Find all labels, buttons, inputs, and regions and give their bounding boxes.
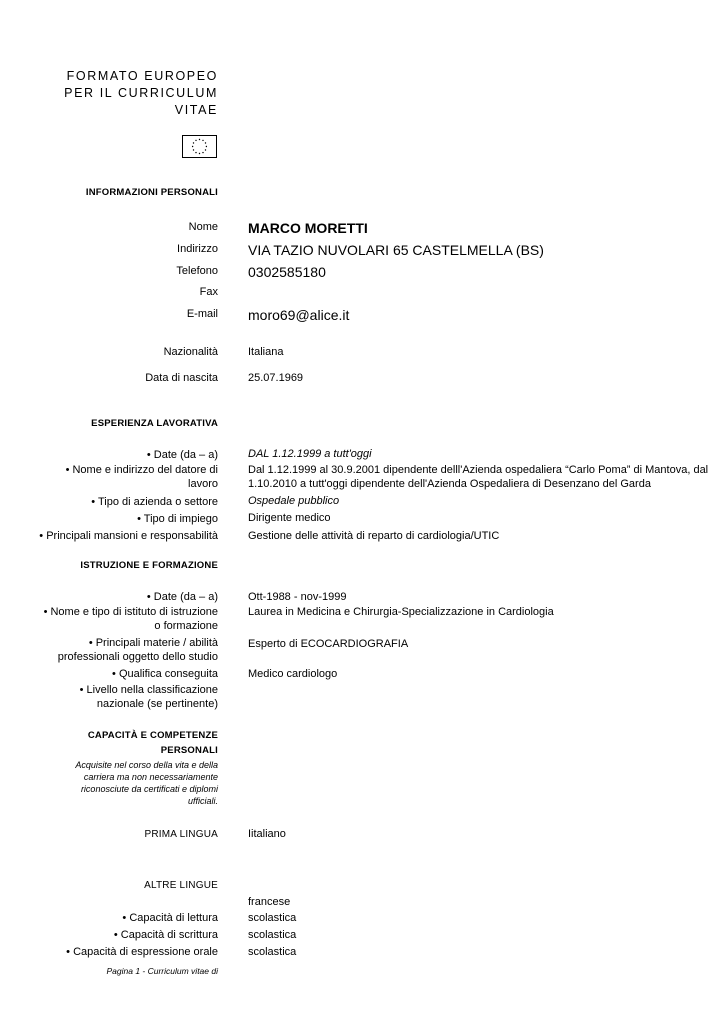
label-employer xyxy=(66,463,218,491)
label-name: Nome xyxy=(188,221,218,233)
label-level-line1: • Livello nella classificazione xyxy=(79,684,218,696)
value-phone: 0302585180 xyxy=(248,264,326,280)
page-footer: Pagina 1 - Curriculum vitae di xyxy=(106,966,218,976)
skills-note-line4: ufficiali. xyxy=(187,796,218,806)
value-email[interactable]: moro69@alice.it xyxy=(248,307,350,323)
label-institute-line2: o formazione xyxy=(154,620,218,632)
value-employer-line1: Dal 1.12.1999 al 30.9.2001 dipendente delll'Azienda ospedaliera “Carlo Poma” di Mantova, dal xyxy=(248,464,709,476)
value-writing: scolastica xyxy=(248,929,297,941)
value-name: MARCO MORETTI xyxy=(248,220,368,236)
label-fax: Fax xyxy=(199,286,218,298)
skills-note-line3: riconosciute da certificati e diplomi xyxy=(80,784,218,794)
label-subjects xyxy=(58,636,218,664)
value-speaking: scolastica xyxy=(248,946,297,958)
skills-note-line1: Acquisite nel corso della vita e della xyxy=(75,760,218,770)
label-institute-line1: • Nome e tipo di istituto di istruzione xyxy=(43,606,218,618)
cv-title-line3: VITAE xyxy=(174,103,218,117)
label-employer-line2: lavoro xyxy=(188,478,218,490)
cv-title-line1: FORMATO EUROPEO xyxy=(66,69,218,83)
label-subjects-line2: professionali oggetto dello studio xyxy=(57,651,218,663)
label-email: E-mail xyxy=(186,308,218,320)
label-level xyxy=(80,683,218,711)
value-birth-date: 25.07.1969 xyxy=(248,372,304,384)
skills-note-line2: carriera ma non necessariamente xyxy=(83,772,218,782)
label-qualification: • Qualifica conseguita xyxy=(112,668,218,680)
label-writing: • Capacità di scrittura xyxy=(113,929,218,941)
label-duties: • Principali mansioni e responsabilità xyxy=(39,530,218,542)
section-title-personal: INFORMAZIONI PERSONALI xyxy=(85,187,218,198)
label-institute xyxy=(44,605,218,633)
eu-flag-icon xyxy=(182,135,217,158)
section-title-education: ISTRUZIONE E FORMAZIONE xyxy=(80,560,218,571)
value-first-language: Iitaliano xyxy=(248,828,286,840)
label-job-type: • Tipo di impiego xyxy=(137,513,218,525)
value-job-type: Dirigente medico xyxy=(248,512,331,524)
value-reading: scolastica xyxy=(248,912,297,924)
label-speaking: • Capacità di espressione orale xyxy=(66,946,218,958)
eu-stars-icon xyxy=(183,136,216,157)
label-reading: • Capacità di lettura xyxy=(122,912,218,924)
label-edu-dates: • Date (da – a) xyxy=(146,591,218,603)
label-nationality: Nazionalità xyxy=(163,346,218,358)
value-employer-line2: 1.10.2010 a tutt'oggi dipendente dell'Azienda Ospedaliera di Desenzano del Garda xyxy=(248,478,651,490)
section-title-skills-line2: PERSONALI xyxy=(160,745,218,756)
cv-title xyxy=(64,68,218,119)
value-institute: Laurea in Medicina e Chirurgia-Specializzazione in Cardiologia xyxy=(248,606,554,618)
value-work-dates: DAL 1.12.1999 a tutt'oggi xyxy=(248,448,372,460)
value-sector: Ospedale pubblico xyxy=(248,495,340,507)
label-phone: Telefono xyxy=(176,265,218,277)
label-subjects-line1: • Principali materie / abilità xyxy=(88,637,218,649)
value-qualification: Medico cardiologo xyxy=(248,668,338,680)
label-other-languages: ALTRE LINGUE xyxy=(144,880,218,891)
section-title-skills xyxy=(88,728,218,758)
section-title-work: ESPERIENZA LAVORATIVA xyxy=(91,418,218,429)
cv-title-line2: PER IL CURRICULUM xyxy=(64,86,218,100)
value-subjects: Esperto di ECOCARDIOGRAFIA xyxy=(248,638,409,650)
value-duties: Gestione delle attività di reparto di cardiologia/UTIC xyxy=(248,530,500,542)
label-employer-line1: • Nome e indirizzo del datore di xyxy=(65,464,218,476)
value-address: VIA TAZIO NUVOLARI 65 CASTELMELLA (BS) xyxy=(248,242,544,258)
value-other-language: francese xyxy=(248,896,291,908)
label-first-language: PRIMA LINGUA xyxy=(144,829,218,840)
skills-note xyxy=(75,759,218,807)
value-edu-dates: Ott-1988 - nov-1999 xyxy=(248,591,347,603)
label-sector: • Tipo di azienda o settore xyxy=(91,496,218,508)
label-work-dates: • Date (da – a) xyxy=(146,449,218,461)
value-nationality: Italiana xyxy=(248,346,284,358)
section-title-skills-line1: CAPACITÀ E COMPETENZE xyxy=(87,730,218,741)
value-employer xyxy=(248,463,708,491)
label-birth-date: Data di nascita xyxy=(145,372,218,384)
label-level-line2: nazionale (se pertinente) xyxy=(96,698,218,710)
label-address: Indirizzo xyxy=(177,243,218,255)
